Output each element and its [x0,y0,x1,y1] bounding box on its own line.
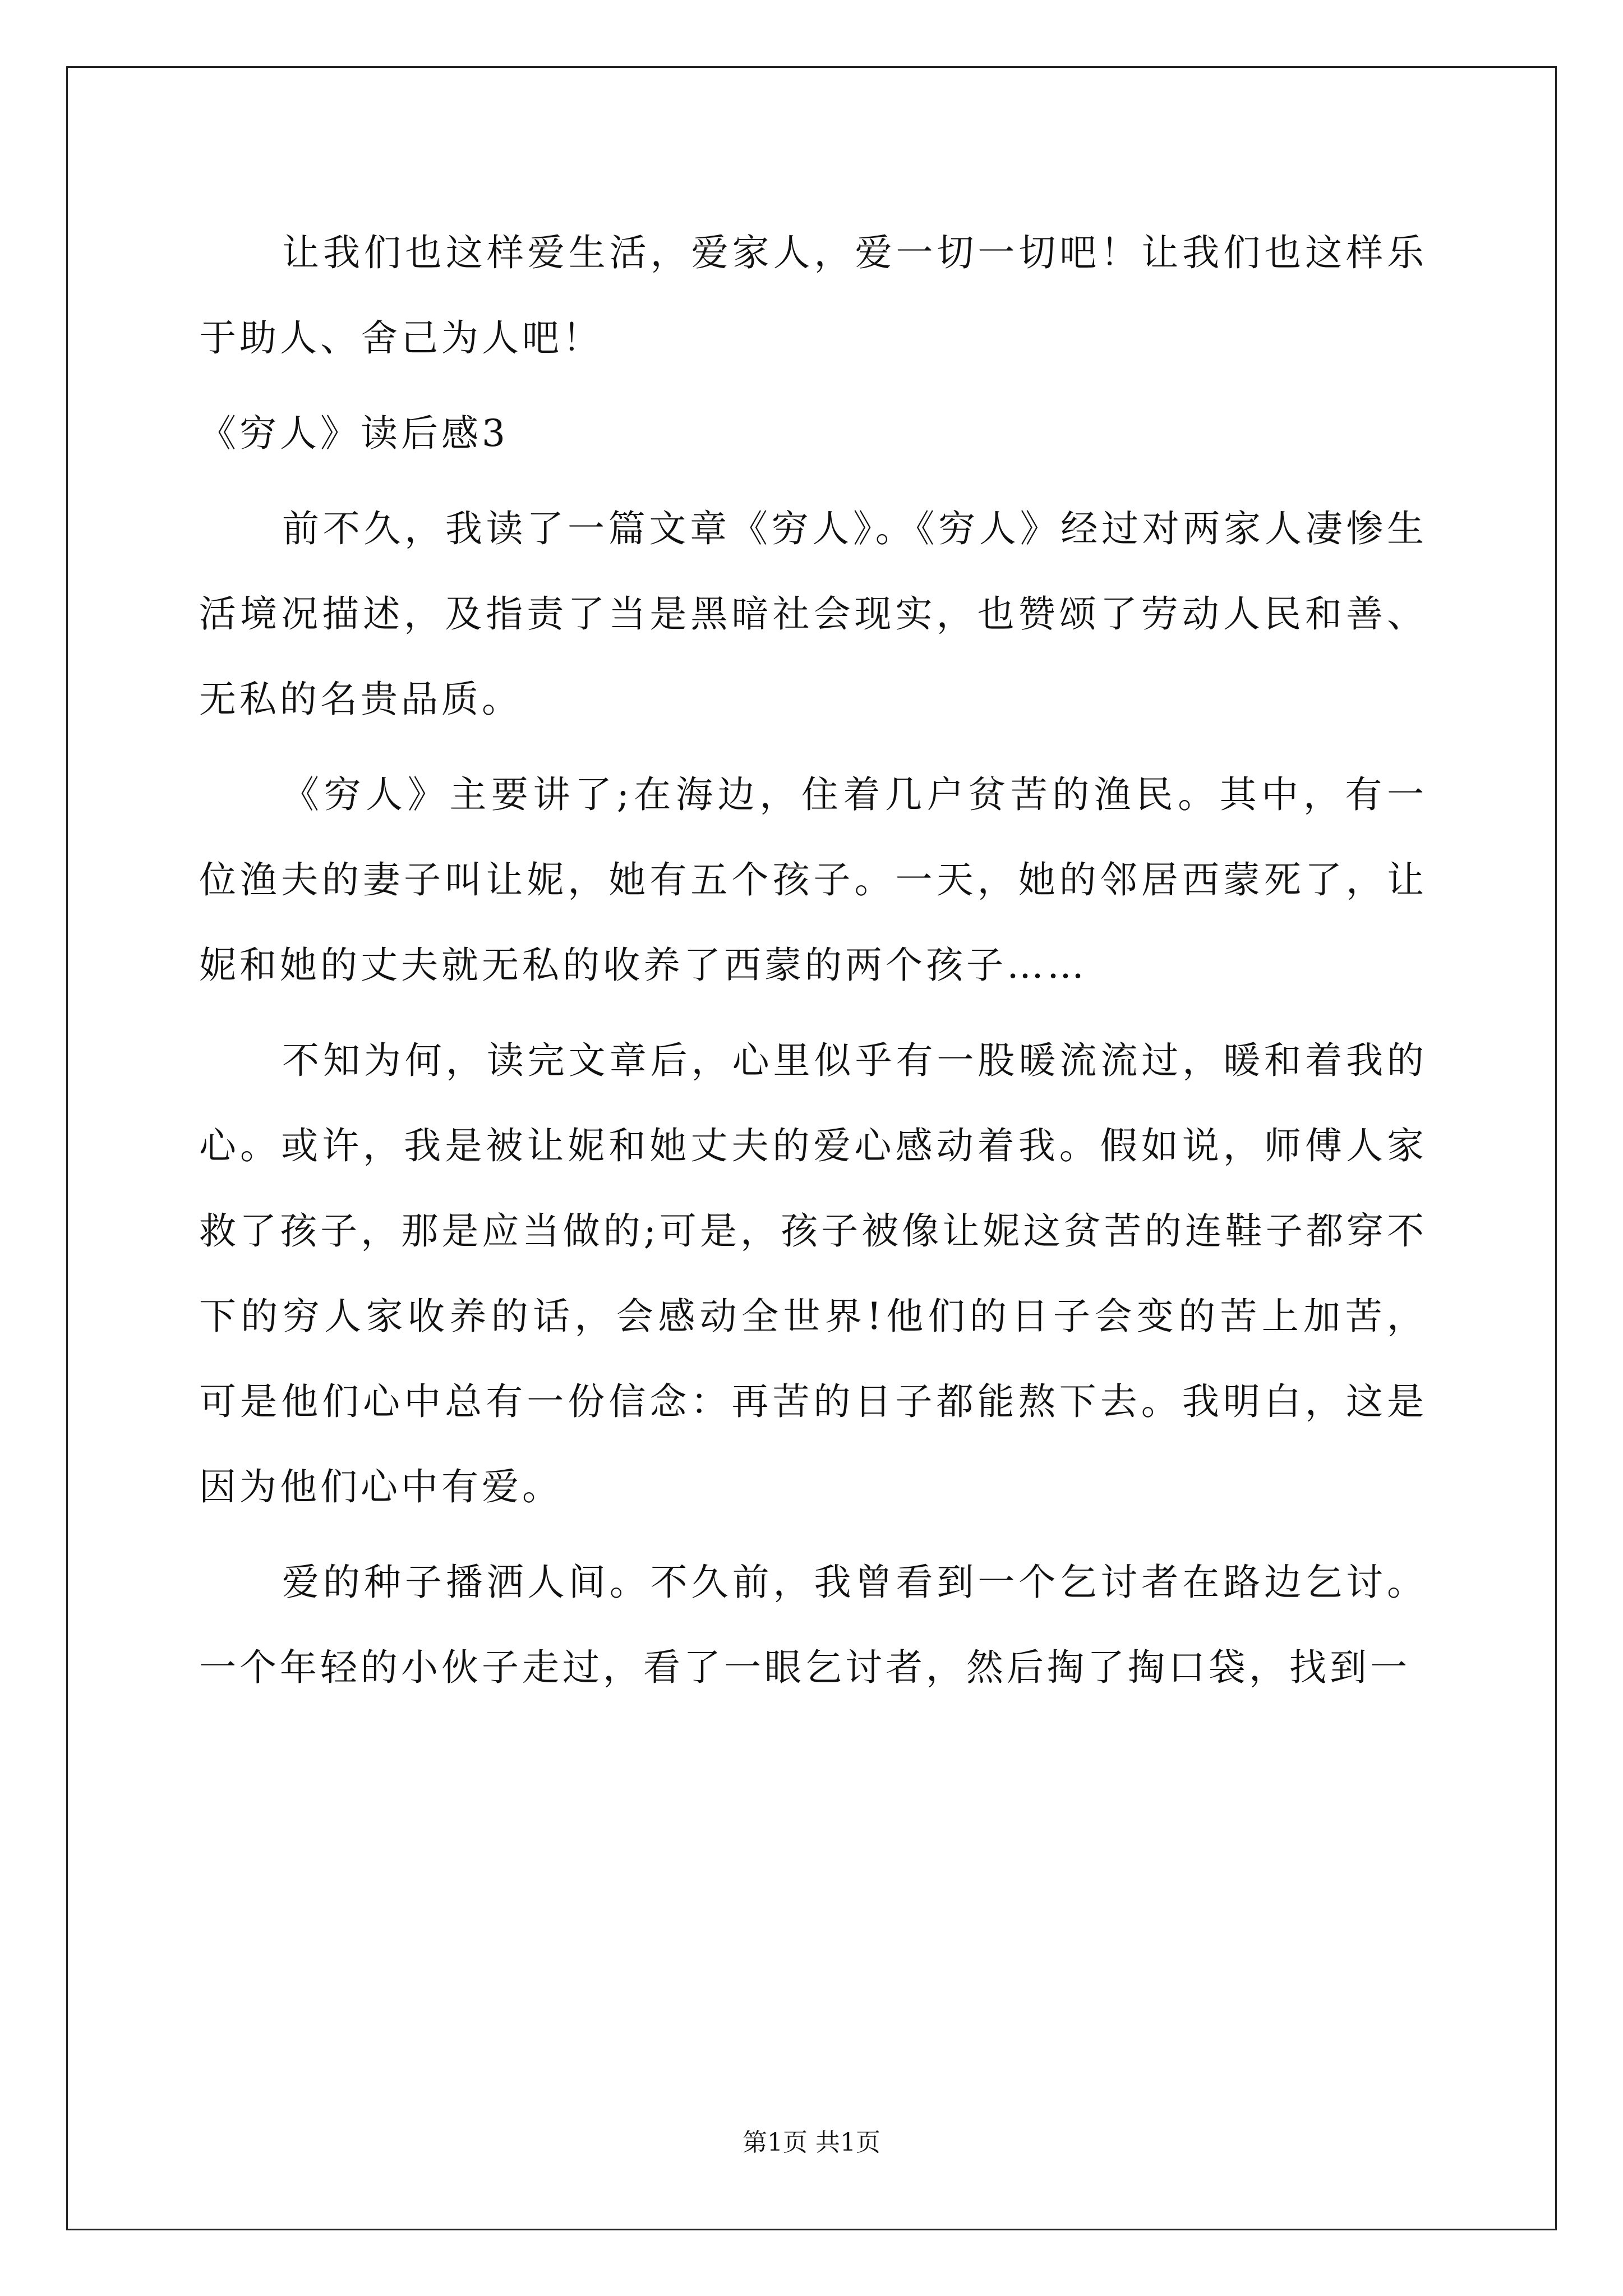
document-body [199,210,1427,1720]
paragraph: 《穷人》主要讲了;在海边，住着几户贫苦的渔民。其中，有一位渔夫的妻子叫让妮，她有五个孩子。一天，她的邻居西蒙死了，让妮和她的丈夫就无私的收养了西蒙的两个孩子…… [199,773,1427,987]
paragraph: 前不久，我读了一篇文章《穷人》。《穷人》经过对两家人凄惨生活境况描述，及指责了当是黑暗社会现实，也赞颂了劳动人民和善、无私的名贵品质。 [199,507,1427,721]
page-footer: 第1页 共1页 [743,2128,880,2157]
paragraph: 不知为何，读完文章后，心里似乎有一股暖流流过，暖和着我的心。或许，我是被让妮和她丈夫的爱心感动着我。假如说，师傅人家救了孩子，那是应当做的;可是，孩子被像让妮这贫苦的连鞋子都穿不下的穷人家收养的话，会感动全世界!他们的日子会变的苦上加苦，可是他们心中总有一份信念：再苦的日子都能熬下去。我明白，这是因为他们心中有爱。 [199,1039,1427,1508]
paragraph: 让我们也这样爱生活，爱家人，爱一切一切吧！让我们也这样乐于助人、舍己为人吧！ [199,231,1427,360]
section-heading: 《穷人》读后感3 [199,412,509,455]
paragraph: 爱的种子播洒人间。不久前，我曾看到一个乞讨者在路边乞讨。一个年轻的小伙子走过，看了一眼乞讨者，然后掏了掏口袋，找到一 [199,1561,1427,1689]
